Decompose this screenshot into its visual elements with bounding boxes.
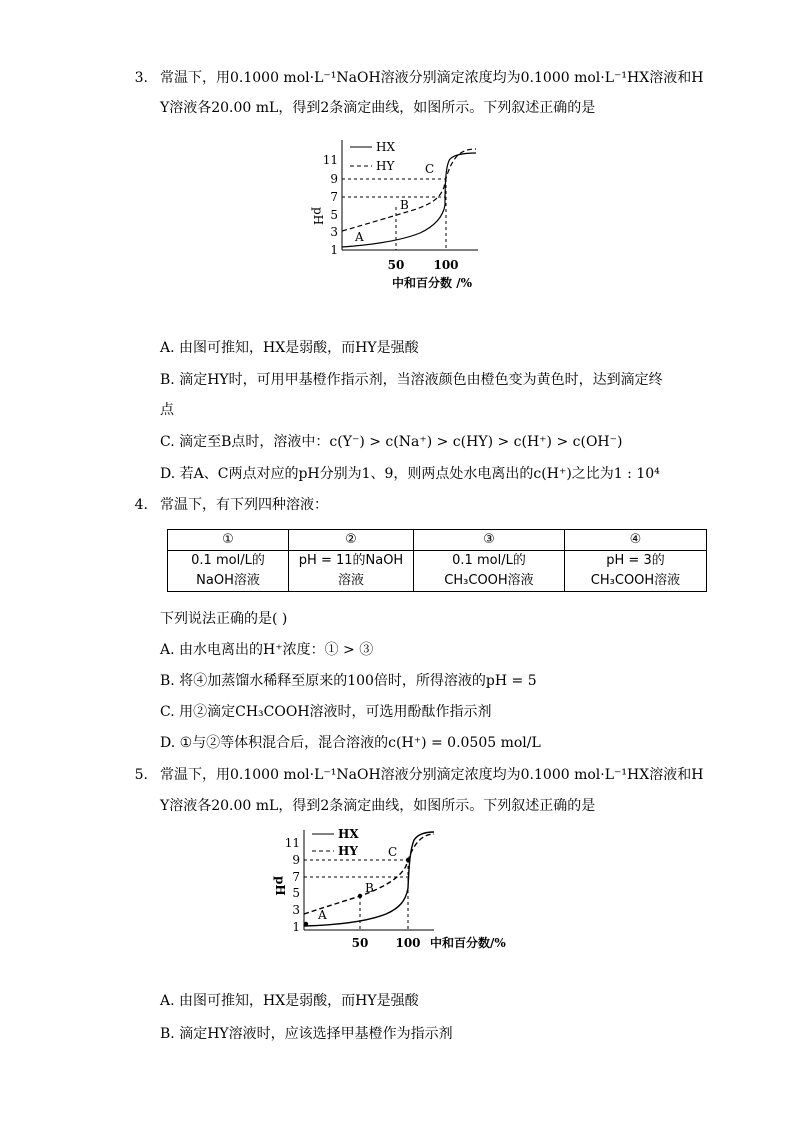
q3-ylabel: pH: [311, 207, 325, 226]
q5-ylabel: pH: [273, 876, 287, 896]
q5-xlabel: 中和百分数/%: [430, 936, 506, 950]
table-header: ③: [414, 530, 565, 551]
q4-option-a: A. 由水电离出的H⁺浓度：① > ③: [160, 642, 374, 658]
q5-xtick: 100: [395, 936, 421, 950]
question-number-5: 5.: [134, 767, 148, 783]
q3-point-b: B: [400, 198, 409, 212]
table-cell: 0.1 mol/L的: [168, 551, 289, 572]
q4-stem: 常温下，有下列四种溶液：: [160, 497, 328, 513]
table-cell: pH = 11的NaOH: [289, 551, 414, 572]
q3-stem-line1: 常温下，用0.1000 mol·L⁻¹NaOH溶液分别滴定浓度均为0.1000 mol·L⁻¹HX溶液和H: [160, 70, 704, 86]
q3-ytick: 5: [330, 208, 338, 222]
question-number-3: 3.: [134, 70, 148, 86]
q3-option-c: C. 滴定至B点时，溶液中：c(Y⁻) > c(Na⁺) > c(HY) > c(H⁺) > c(OH⁻): [160, 434, 623, 450]
q3-option-d: D. 若A、C两点对应的pH分别为1、9，则两点处水电离出的c(H⁺)之比为1 : 10⁴: [160, 466, 660, 482]
table-cell: CH₃COOH溶液: [414, 571, 565, 592]
q5-titration-figure: [268, 826, 538, 956]
q3-option-b: B. 滴定HY时，可用甲基橙作指示剂，当溶液颜色由橙色变为黄色时，达到滴定终: [160, 372, 663, 388]
q3-option-b-cont: 点: [160, 402, 174, 418]
q3-xlabel: 中和百分数 /%: [392, 276, 472, 290]
q5-stem-line2: Y溶液各20.00 mL，得到2条滴定曲线，如图所示。下列叙述正确的是: [160, 798, 596, 814]
q3-legend-hx: HX: [376, 140, 396, 154]
table-header: ①: [168, 530, 289, 551]
q5-ytick: 5: [292, 886, 300, 900]
q3-ytick: 11: [322, 153, 338, 167]
q5-ytick: 1: [292, 920, 300, 934]
q5-point-a: A: [318, 908, 327, 922]
table-cell: 0.1 mol/L的: [414, 551, 565, 572]
q4-option-d: D. ①与②等体积混合后，混合溶液的c(H⁺) = 0.0505 mol/L: [160, 735, 541, 751]
q3-titration-figure: [300, 135, 490, 295]
q5-legend-hx: HX: [338, 827, 359, 841]
q3-xtick: 50: [387, 258, 405, 272]
q4-question: 下列说法正确的是( ): [160, 611, 288, 627]
table-header: ④: [565, 530, 707, 551]
q3-option-a: A. 由图可推知，HX是弱酸，而HY是强酸: [160, 340, 419, 356]
q5-ytick: 11: [284, 836, 300, 850]
q3-legend-hy: HY: [376, 159, 395, 173]
q4-option-c: C. 用②滴定CH₃COOH溶液时，可选用酚酞作指示剂: [160, 704, 492, 720]
q5-ytick: 3: [292, 903, 300, 917]
q3-ytick: 9: [330, 172, 338, 186]
q3-ytick: 1: [330, 243, 338, 257]
table-cell: CH₃COOH溶液: [565, 571, 707, 592]
table-header: ②: [289, 530, 414, 551]
table-cell: 溶液: [289, 571, 414, 592]
q3-point-c: C: [425, 162, 435, 176]
q5-stem-line1: 常温下，用0.1000 mol·L⁻¹NaOH溶液分别滴定浓度均为0.1000 mol·L⁻¹HX溶液和H: [160, 767, 704, 783]
q5-xtick: 50: [351, 936, 369, 950]
q5-legend-hy: HY: [338, 844, 358, 858]
q4-option-b: B. 将④加蒸馏水稀释至原来的100倍时，所得溶液的pH = 5: [160, 673, 537, 689]
q3-ytick: 3: [330, 225, 338, 239]
q5-ytick: 9: [292, 853, 300, 867]
q3-stem-line2: Y溶液各20.00 mL，得到2条滴定曲线，如图所示。下列叙述正确的是: [160, 100, 596, 116]
table-cell: pH = 3的: [565, 551, 707, 572]
table-cell: NaOH溶液: [168, 571, 289, 592]
q5-option-a: A. 由图可推知，HX是弱酸，而HY是强酸: [160, 993, 419, 1009]
question-number-4: 4.: [134, 497, 148, 513]
q5-ytick: 7: [292, 870, 300, 884]
q3-point-a: A: [355, 230, 364, 244]
q3-xtick: 100: [433, 258, 459, 272]
q5-point-b: B: [365, 881, 374, 895]
q5-option-b: B. 滴定HY溶液时，应该选择甲基橙作为指示剂: [160, 1026, 453, 1042]
q4-solutions-table: [167, 529, 707, 592]
q3-ytick: 7: [330, 190, 338, 204]
q5-point-c: C: [388, 845, 398, 859]
